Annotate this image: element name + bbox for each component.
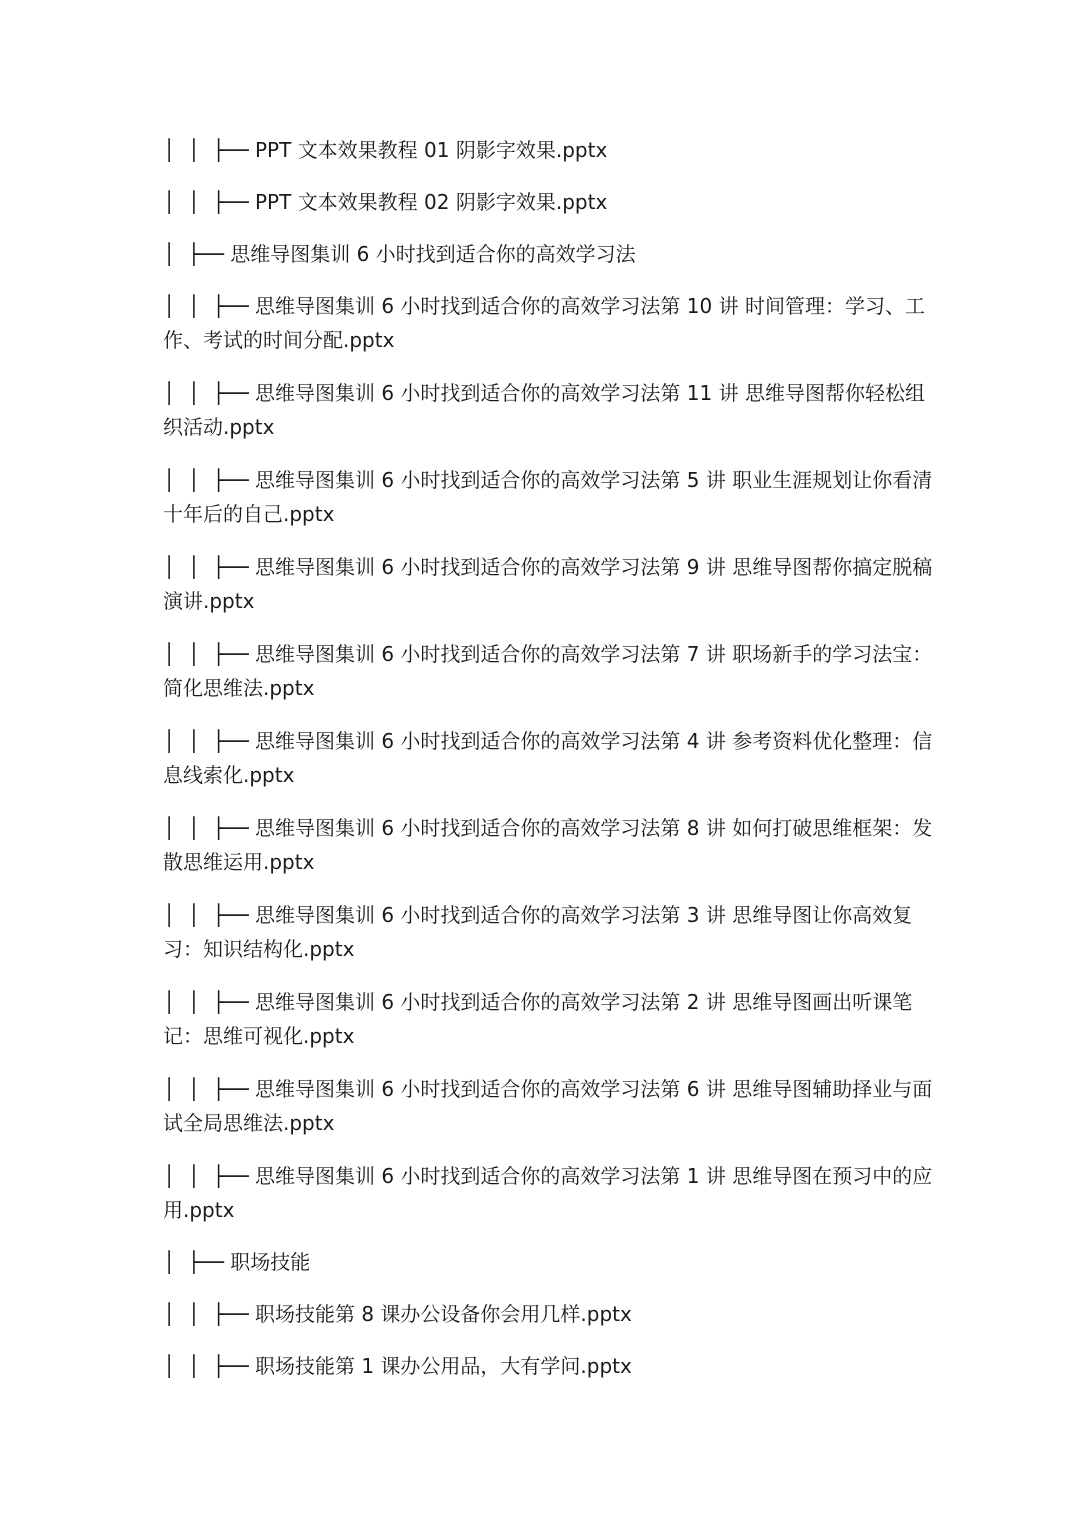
tree-line: │ ├── 思维导图集训 6 小时找到适合你的高效学习法	[163, 242, 636, 266]
tree-line: │ │ ├── 职场技能第 1 课办公用品，大有学问.pptx	[163, 1354, 632, 1378]
tree-line: │ │ ├── PPT 文本效果教程 02 阴影字效果.pptx	[163, 190, 608, 214]
tree-line: │ │ ├── 职场技能第 8 课办公设备你会用几样.pptx	[163, 1302, 632, 1326]
tree-line: │ │ ├── 思维导图集训 6 小时找到适合你的高效学习法第 8 讲 如何打破思维框架：发散思维运用.pptx	[163, 816, 933, 874]
tree-line: │ │ ├── 思维导图集训 6 小时找到适合你的高效学习法第 4 讲 参考资料优化整理：信息线索化.pptx	[163, 729, 933, 787]
tree-line: │ │ ├── 思维导图集训 6 小时找到适合你的高效学习法第 7 讲 职场新手的学习法宝：简化思维法.pptx	[163, 642, 933, 700]
tree-line: │ │ ├── 思维导图集训 6 小时找到适合你的高效学习法第 5 讲 职业生涯规划让你看清十年后的自己.pptx	[163, 468, 933, 526]
tree-line: │ │ ├── 思维导图集训 6 小时找到适合你的高效学习法第 6 讲 思维导图辅助择业与面试全局思维法.pptx	[163, 1077, 933, 1135]
tree-line: │ │ ├── 思维导图集训 6 小时找到适合你的高效学习法第 1 讲 思维导图在预习中的应用.pptx	[163, 1164, 933, 1222]
tree-line: │ │ ├── 思维导图集训 6 小时找到适合你的高效学习法第 11 讲 思维导图帮你轻松组织活动.pptx	[163, 381, 925, 439]
tree-line: │ │ ├── 思维导图集训 6 小时找到适合你的高效学习法第 9 讲 思维导图帮你搞定脱稿演讲.pptx	[163, 555, 933, 613]
tree-line: │ │ ├── PPT 文本效果教程 01 阴影字效果.pptx	[163, 138, 608, 162]
tree-line: │ ├── 职场技能	[163, 1250, 311, 1274]
tree-line: │ │ ├── 思维导图集训 6 小时找到适合你的高效学习法第 10 讲 时间管理：学习、工作、考试的时间分配.pptx	[163, 294, 925, 352]
document-body	[163, 133, 933, 1383]
tree-line: │ │ ├── 思维导图集训 6 小时找到适合你的高效学习法第 2 讲 思维导图画出听课笔记：思维可视化.pptx	[163, 990, 913, 1048]
tree-line: │ │ ├── 思维导图集训 6 小时找到适合你的高效学习法第 3 讲 思维导图让你高效复习：知识结构化.pptx	[163, 903, 913, 961]
